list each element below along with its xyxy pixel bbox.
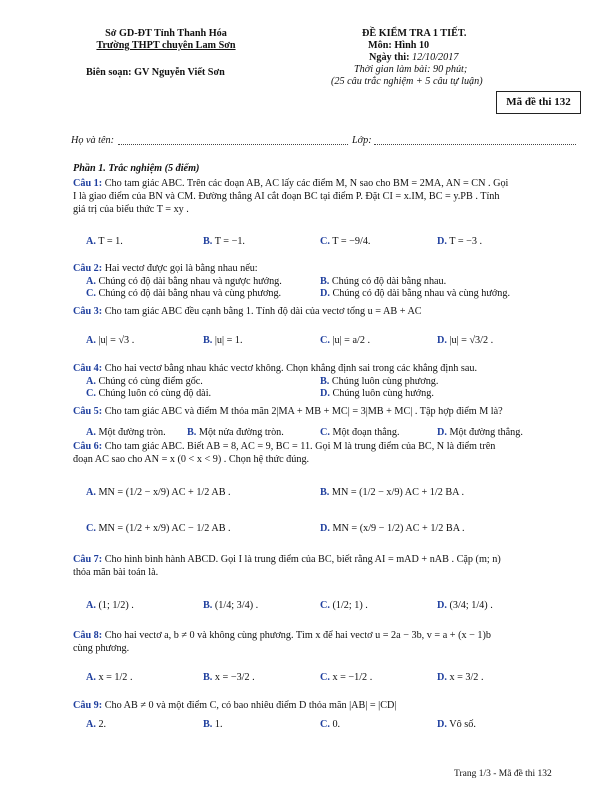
student-name-label: Họ và tên: <box>71 135 114 146</box>
question-9 <box>73 699 573 712</box>
question-3 <box>73 305 573 318</box>
q6-option-a[interactable] <box>86 486 231 499</box>
q6-option-b[interactable] <box>320 486 464 499</box>
q9-b-label: B. <box>203 719 213 730</box>
q1-d-text: T = −3 . <box>449 236 483 247</box>
q3-option-b[interactable] <box>203 334 243 347</box>
q7-d-label: D. <box>437 600 447 611</box>
q2-stem: Hai vectơ được gọi là bằng nhau nếu: <box>104 263 258 274</box>
q8-d-label: D. <box>437 672 447 683</box>
q7-a-label: A. <box>86 600 96 611</box>
q8-option-d[interactable] <box>437 671 484 684</box>
q6-line2: đoạn AC sao cho AN = x (0 < x < 9) . Chọn hệ thức đúng. <box>73 454 310 466</box>
q6-d-label: D. <box>320 523 330 534</box>
q5-option-b[interactable] <box>187 426 284 439</box>
q6-a-label: A. <box>86 487 96 498</box>
q5-stem: Cho tam giác ABC và điểm M thỏa mãn 2|MA + MB + MC| = 3|MB + MC| . Tập hợp điểm M là? <box>104 406 503 417</box>
q5-option-d[interactable] <box>437 426 523 439</box>
q3-c-label: C. <box>320 335 330 346</box>
q8-c-text: x = −1/2 . <box>332 672 373 683</box>
exam-date-value: 12/10/2017 <box>412 52 459 63</box>
q8-d-text: x = 3/2 . <box>449 672 484 683</box>
student-class-field <box>374 134 576 145</box>
q3-number: Câu 3: <box>73 306 103 317</box>
q3-option-c[interactable] <box>320 334 370 347</box>
q7-d-text: (3/4; 1/4) . <box>449 600 493 611</box>
q9-b-text: 1. <box>214 719 223 730</box>
q1-c-text: T = −9/4. <box>332 236 371 247</box>
q7-option-c[interactable] <box>320 599 368 612</box>
question-5 <box>73 405 573 418</box>
q3-c-text: |u| = a/2 . <box>332 335 371 346</box>
header-school: Trường THPT chuyên Lam Sơn <box>96 40 236 51</box>
q9-a-label: A. <box>86 719 96 730</box>
q9-c-text: 0. <box>332 719 341 730</box>
student-class-label: Lớp: <box>352 135 372 146</box>
q6-line1 <box>73 440 573 453</box>
q6-c-text: MN = (1/2 + x/9) AC − 1/2 AB . <box>98 523 231 534</box>
exam-format: (25 câu trắc nghiệm + 5 câu tự luận) <box>331 76 483 87</box>
q4-stem: Cho hai vectơ bằng nhau khác vectơ không. Chọn khẳng định sai trong các khẳng định sau. <box>104 363 478 374</box>
q8-text1: Cho hai vectơ a, b ≠ 0 và không cùng phương. Tìm x để hai vectơ u = 2a − 3b, v = a + (x − 1)b <box>104 630 491 641</box>
q8-number: Câu 8: <box>73 630 103 641</box>
question-1 <box>73 177 573 216</box>
q4-number: Câu 4: <box>73 363 103 374</box>
q3-b-text: |u| = 1. <box>214 335 243 346</box>
q7-number: Câu 7: <box>73 554 103 565</box>
q8-b-label: B. <box>203 672 213 683</box>
question-8 <box>73 629 573 655</box>
q8-a-label: A. <box>86 672 96 683</box>
section-title: Phần 1. Trắc nghiệm (5 điểm) <box>73 163 200 174</box>
q2-b-label: B. <box>320 276 330 287</box>
exam-date-label: Ngày thi: <box>369 52 410 63</box>
q1-line1 <box>73 177 573 190</box>
q1-option-a[interactable] <box>86 235 123 248</box>
q7-line2: thỏa mãn bài toán là. <box>73 567 159 579</box>
q2-d-text: Chúng có độ dài bằng nhau và cùng hướng. <box>332 288 511 299</box>
q2-d-label: D. <box>320 288 330 299</box>
q4-option-d[interactable] <box>320 387 434 400</box>
student-name-field <box>118 134 348 145</box>
q5-b-label: B. <box>187 427 197 438</box>
q5-d-label: D. <box>437 427 447 438</box>
q5-option-a[interactable] <box>86 426 166 439</box>
q6-a-text: MN = (1/2 − x/9) AC + 1/2 AB . <box>98 487 231 498</box>
q8-option-b[interactable] <box>203 671 255 684</box>
q4-a-text: Chúng có cùng điểm gốc. <box>98 376 203 387</box>
q2-c-label: C. <box>86 288 96 299</box>
q9-d-text: Vô số. <box>449 719 476 730</box>
q1-option-b[interactable] <box>203 235 245 248</box>
q3-stem: Cho tam giác ABC đều cạnh bằng 1. Tính độ dài của vectơ tổng u = AB + AC <box>104 306 422 317</box>
q7-line1 <box>73 553 573 566</box>
q8-b-text: x = −3/2 . <box>214 672 255 683</box>
q2-a-text: Chúng có độ dài bằng nhau và ngược hướng. <box>98 276 282 287</box>
q9-number: Câu 9: <box>73 700 103 711</box>
q4-a-label: A. <box>86 376 96 387</box>
q5-c-text: Một đoạn thẳng. <box>332 427 400 438</box>
q1-a-text: T = 1. <box>98 236 123 247</box>
q1-option-d[interactable] <box>437 235 482 248</box>
q7-a-text: (1; 1/2) . <box>98 600 134 611</box>
q6-b-text: MN = (1/2 − x/9) AC + 1/2 BA . <box>331 487 465 498</box>
q2-c-text: Chúng có độ dài bằng nhau và cùng phương. <box>98 288 282 299</box>
q9-option-c[interactable] <box>320 718 340 731</box>
q7-b-text: (1/4; 3/4) . <box>214 600 259 611</box>
q8-option-a[interactable] <box>86 671 133 684</box>
exam-code-box: Mã đề thi 132 <box>496 91 581 114</box>
page-footer: Trang 1/3 - Mã đề thi 132 <box>454 769 552 779</box>
q1-b-label: B. <box>203 236 213 247</box>
header-author: Biên soạn: GV Nguyễn Viết Sơn <box>86 67 225 78</box>
q4-b-label: B. <box>320 376 330 387</box>
q6-option-d[interactable] <box>320 522 465 535</box>
q7-option-d[interactable] <box>437 599 493 612</box>
q7-c-label: C. <box>320 600 330 611</box>
q7-option-a[interactable] <box>86 599 134 612</box>
question-7 <box>73 553 573 579</box>
q5-option-c[interactable] <box>320 426 400 439</box>
q8-line1 <box>73 629 573 642</box>
q4-option-c[interactable] <box>86 387 211 400</box>
q4-b-text: Chúng luôn cùng phương. <box>331 376 439 387</box>
q1-a-label: A. <box>86 236 96 247</box>
q1-line3: giá trị của biểu thức T = xy . <box>73 204 189 216</box>
q9-d-label: D. <box>437 719 447 730</box>
q7-text1: Cho hình bình hành ABCD. Gọi I là trung điểm của BC, biết rằng AI = mAD + nAB . Cặp (m; n) <box>104 554 501 565</box>
q2-option-d[interactable] <box>320 287 510 300</box>
q6-b-label: B. <box>320 487 330 498</box>
q1-d-label: D. <box>437 236 447 247</box>
q7-b-label: B. <box>203 600 213 611</box>
q5-c-label: C. <box>320 427 330 438</box>
q5-b-text: Một nửa đường tròn. <box>198 427 284 438</box>
q3-a-label: A. <box>86 335 96 346</box>
q3-option-d[interactable] <box>437 334 493 347</box>
q4-d-label: D. <box>320 388 330 399</box>
exam-duration: Thời gian làm bài: 90 phút; <box>354 64 468 75</box>
q6-number: Câu 6: <box>73 441 103 452</box>
exam-title: ĐỀ KIỂM TRA 1 TIẾT. <box>362 28 467 39</box>
q3-a-text: |u| = √3 . <box>98 335 135 346</box>
q6-text1: Cho tam giác ABC. Biết AB = 8, AC = 9, BC = 11. Gọi M là trung điểm của BC, N là điểm trên <box>104 441 496 452</box>
question-6 <box>73 440 573 466</box>
q2-b-text: Chúng có độ dài bằng nhau. <box>331 276 447 287</box>
q9-c-label: C. <box>320 719 330 730</box>
q6-option-c[interactable] <box>86 522 231 535</box>
q5-a-label: A. <box>86 427 96 438</box>
q4-d-text: Chúng luôn cùng hướng. <box>332 388 434 399</box>
q3-option-a[interactable] <box>86 334 134 347</box>
q1-c-label: C. <box>320 236 330 247</box>
q9-option-b[interactable] <box>203 718 223 731</box>
q1-b-text: T = −1. <box>214 236 245 247</box>
q1-option-c[interactable] <box>320 235 370 248</box>
q8-option-c[interactable] <box>320 671 372 684</box>
q4-c-label: C. <box>86 388 96 399</box>
q9-option-a[interactable] <box>86 718 106 731</box>
q1-text1: Cho tam giác ABC. Trên các đoạn AB, AC lấy các điểm M, N sao cho BM = 2MA, AN = CN . Gọi <box>104 178 509 189</box>
q5-number: Câu 5: <box>73 406 103 417</box>
q3-d-label: D. <box>437 335 447 346</box>
q2-number: Câu 2: <box>73 263 103 274</box>
q9-a-text: 2. <box>98 719 107 730</box>
q7-option-b[interactable] <box>203 599 258 612</box>
question-4 <box>73 362 573 375</box>
question-2 <box>73 262 573 275</box>
q5-a-text: Một đường tròn. <box>98 427 166 438</box>
q6-d-text: MN = (x/9 − 1/2) AC + 1/2 BA . <box>332 523 465 534</box>
q8-a-text: x = 1/2 . <box>98 672 133 683</box>
q3-d-text: |u| = √3/2 . <box>449 335 494 346</box>
q2-a-label: A. <box>86 276 96 287</box>
exam-subject: Môn: Hình 10 <box>368 40 430 51</box>
header-dept: Sở GD-ĐT Tỉnh Thanh Hóa <box>105 28 227 39</box>
q9-option-d[interactable] <box>437 718 476 731</box>
q8-line2: cùng phương. <box>73 643 130 655</box>
q8-c-label: C. <box>320 672 330 683</box>
q7-c-text: (1/2; 1) . <box>332 600 368 611</box>
q9-stem: Cho AB ≠ 0 và một điểm C, có bao nhiêu điểm D thỏa mãn |AB| = |CD| <box>104 700 397 711</box>
q3-b-label: B. <box>203 335 213 346</box>
q1-line2: I là giao điểm của BN và CM. Đường thẳng AI cắt đoạn BC tại điểm P. Đặt CI = x.IM, BC = y.PB . Tính <box>73 191 500 203</box>
q6-c-label: C. <box>86 523 96 534</box>
q1-number: Câu 1: <box>73 178 103 189</box>
q2-option-c[interactable] <box>86 287 281 300</box>
q4-c-text: Chúng luôn có cùng độ dài. <box>98 388 212 399</box>
q5-d-text: Một đường thẳng. <box>449 427 523 438</box>
